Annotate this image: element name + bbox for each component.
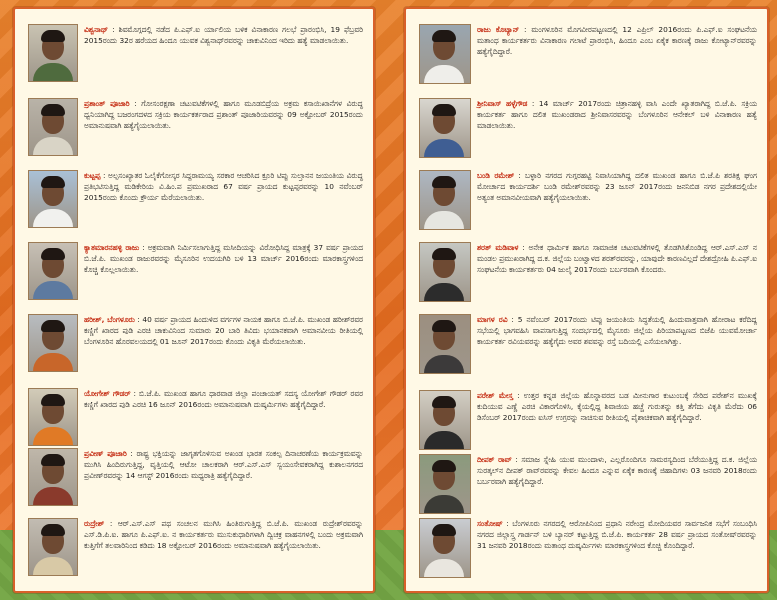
portrait-photo [28,448,78,506]
victim-name: ಶರತ್ ಮಡಿವಾಳ [477,243,519,252]
entry-text: ಸಂತೋಷ್ : ಬೆಂಗಳೂರು ನಗರದಲ್ಲಿ ಆರೋಪಿನಿಂದ ಪ್ರಧಾನಿ ನರೇಂದ್ರ ಮೋದಿಯವರ ಸಾರ್ವಜನಿಕ ಸಭೆಗೆ ಸಂಬಂಧಿಸಿ ನಗರದ ಜಿಲ್ಲಾಸ್ತ್ರ ಗಾರ್ಡನ್ ಬಳಿ ಬ್ಯಾನರ್ ಕಟ್ಟುತ್ತಿದ್ದ ಬಿ.ಜೆ.ಪಿ. ಕಾರ್ಯಕರ್ತ 28 ವರ್ಷ ಪ್ರಾಯದ ಸಂತೋಷ್‌ರವರನ್ನು 31 ಜನವರಿ 2018ರಂದು ಮತಾಂಧ ದುಷ್ಕರ್ಮಿಗಳು ಮಾರಕಾಸ್ತ್ರಗಳಿಂದ ಕೊಚ್ಚಿ ಕೊಂದಿದ್ದಾರೆ. [477,519,757,550]
victim-description: ಬಿ.ಜೆ.ಪಿ. ಮುಖಂಡ ಹಾಗೂ ಧಾರವಾಡ ಜಿಲ್ಲಾ ಪಂಚಾಯತ್ ಸದಸ್ಯ ಯೋಗೇಶ್ ಗೌಡರ್ ರವರ ಕಣ್ಣಿಗೆ ಖಾರದ ಪುಡಿ ಎರಚಿ 16 ಜೂನ್ 2016ರಂದು ಅಮಾನುಷವಾಗಿ ದುಷ್ಕರ್ಮಿಗಳು ಹತ್ಯೆಗೈದಿದ್ದಾರೆ. [84,389,363,409]
victim-name: ಸಂತೋಷ್ [477,519,503,528]
victim-entry [28,24,363,82]
victim-description: 14 ಮಾರ್ಚ್ 2017ರಂದು ಚಿತ್ರಾನಹಳ್ಳಿ ವಾಸಿ ಎಂದೇ ಖ್ಯಾತರಾಗಿದ್ದ ಬಿ.ಜೆ.ಪಿ. ಸಕ್ರಿಯ ಕಾರ್ಯಕರ್ತ ಹಾಗೂ ದಲಿತ ಮುಖಂಡರಾದ ಶ್ರೀನಿವಾಸರವರನ್ನು ಬೆಂಗಳೂರಿನ ಆನೇಕಲ್ ಬಳಿ ವಿನಾಕಾರಣ ಹತ್ಯೆ ಮಾಡಲಾಯಿತು. [477,99,757,130]
victim-description: ಶಿವಮೊಗ್ಗದಲ್ಲಿ ನಡೆದ ಪಿ.ಎಫ್.ಐ ರ್ಯಾಲಿಯ ಬಳಿಕ ವಿನಾಕಾರಣ ಗಲಭೆ ಪ್ರಾರಂಭಿಸಿ, 19 ಫೆಬ್ರವರಿ 2015ರಂದು 32ರ ಹರೆಯದ ಹಿಂದೂ ಯುವಕ ವಿಶ್ವನಾಥ್‌ರವರನ್ನು ಚಾಕುವಿನಿಂದ ಇರಿದು ಹತ್ಯೆ ಮಾಡಲಾಯಿತು. [84,25,363,45]
victim-description: ಉತ್ತರ ಕನ್ನಡ ಜಿಲ್ಲೆಯ ಹೊನ್ನಾವರದ ಬಡ ಮೀನುಗಾರ ಕುಟುಂಬಕ್ಕೆ ಸೇರಿದ ಪರೇಶ್‌ನ ಮುಖಕ್ಕೆ ಕುದಿಯುವ ಎಣ್ಣೆ ಎರಚಿ ವಿಕಾರಗೊಳಿಸಿ, ಕೈಯಲ್ಲಿದ್ದ ಶಿವಾಜಿಯ ಹಚ್ಚೆ ಗುರುತನ್ನು ಕತ್ತಿ ತೆಗೆದು ವಿಕೃತಿ ಮೆರೆದು 06 ಡಿಸೆಂಬರ್ 2017ರಂದು ಐಸಿಸ್ ಉಗ್ರರನ್ನು ನಾಚಿಸುವ ರೀತಿಯಲ್ಲಿ ಪೈಶಾಚಿಕವಾಗಿ ಹತ್ಯೆಗೈದಿದ್ದಾರೆ. [477,391,757,422]
victim-entry [419,242,757,302]
victim-name: ಶ್ರೀನಿವಾಸ್ ಹಳ್ಳೆಗೌಡ [477,99,528,108]
portrait-photo [419,518,471,578]
portrait-photo [28,24,78,82]
portrait-photo [419,170,471,230]
victim-name: ರುದ್ರೇಶ್ [84,519,105,528]
victim-entry [28,242,363,300]
portrait-photo [28,314,78,372]
portrait-photo [419,98,471,158]
victim-entry [28,448,363,506]
portrait-photo [419,242,471,302]
victim-entry [28,388,363,446]
victim-description: ಅನೇಕ ಧಾರ್ಮಿಕ ಹಾಗೂ ಸಾಮಾಜಿಕ ಚಟುವಟಿಕೆಗಳಲ್ಲಿ ತೊಡಗಿಸಿಕೊಂಡಿದ್ದ ಆರ್.ಎಸ್.ಎಸ್ ನ ಮಂಡಲ ಪ್ರಮುಖರಾಗಿದ್ದ ದ.ಕ. ಜಿಲ್ಲೆಯ ಬಂಟ್ವಾಳದ ಶರತ್‌ರವರನ್ನು, ಯಾವುದೇ ಕಾರಣವಿಲ್ಲದೆ ದೇಶದ್ರೋಹಿ ಪಿ.ಎಫ್.ಐ ಸಂಘಟನೆಯ ಕಾರ್ಯಕರ್ತರು 04 ಜುಲೈ 2017ರಂದು ಬರ್ಬರವಾಗಿ ಕೊಂದರು. [477,243,757,274]
victim-entry [419,518,757,578]
victim-name: ಪರೇಶ್ ಮೇಸ್ತ [477,391,513,400]
victim-entry [419,170,757,230]
victim-description: ಆರ್.ಎಸ್.ಎಸ್ ಪಥ ಸಂಚಲನ ಮುಗಿಸಿ ಹಿಂತಿರುಗುತ್ತಿದ್ದ ಬಿ.ಜೆ.ಪಿ. ಮುಖಂಡ ರುದ್ರೇಶ್‌ರವರನ್ನು ಎಸ್.ಡಿ.ಪಿ.ಐ. ಹಾಗೂ ಪಿ.ಎಫ್.ಐ. ನ ಕಾರ್ಯಕರ್ತರು ಮುಸುಕುಧಾರಿಗಳಾಗಿ ದ್ವಿಚಕ್ರ ವಾಹನಗಳಲ್ಲಿ ಬಂದು ಅಕ್ರಮವಾಗಿ ಕುತ್ತಿಗೆಗೆ ತಲವಾರಿನಿಂದ ಕಡಿದು 18 ಅಕ್ಟೋಬರ್ 2016ರಂದು ಅಮಾನುಷವಾಗಿ ಹತ್ಯೆಗೈಯಲಾಯಿತು. [84,519,363,550]
victim-description: ಬಳ್ಳಾರಿ ನಗರದ ಗುಗ್ಗರಹಟ್ಟಿ ನಿವಾಸಿಯಾಗಿದ್ದ ದಲಿತ ಮುಖಂಡ ಹಾಗೂ ಬಿ.ಜೆ.ಪಿ ಶರತಿಕ್ಷ ಘಂಗ ಮೋರ್ಚಾದ ಕಾರ್ಯದರ್ಶಿ ಬಂಡಿ ರಮೇಶ್‌ರವರನ್ನು 23 ಜೂನ್ 2017ರಂದು ಜನನಿಬಿಡ ನಗರ ಪ್ರದೇಶದಲ್ಲಿಯೇ ಅತ್ಯಂತ ಅಮಾನವೀಯವಾಗಿ ಹತ್ಯೆಗೈಯಲಾಯಿತು. [477,171,757,202]
victim-description: ಮಂಗಳೂರಿನ ಮೊಗವೀರಪಟ್ಟಣದಲ್ಲಿ 12 ಎಪ್ರಿಲ್ 2016ರಂದು ಪಿ.ಎಫ್.ಐ ಸಂಘಟನೆಯ ಮತಾಂಧ ಕಾರ್ಯಕರ್ತರು ವಿನಾಕಾರಣ ಗಲಾಟೆ ಪ್ರಾರಂಭಿಸಿ, ಹಿಂದೂ ಎಂಬ ಏಕೈಕ ಕಾರಣಕ್ಕೆ ರಾಜು ಕೋಟ್ಯಾನ್‌ರವರನ್ನು ಹತ್ಯೆಗೈದಿದ್ದಾರೆ. [477,25,757,56]
entry-text: ಯೋಗೇಶ್ ಗೌಡರ್ : ಬಿ.ಜೆ.ಪಿ. ಮುಖಂಡ ಹಾಗೂ ಧಾರವಾಡ ಜಿಲ್ಲಾ ಪಂಚಾಯತ್ ಸದಸ್ಯ ಯೋಗೇಶ್ ಗೌಡರ್ ರವರ ಕಣ್ಣಿಗೆ ಖಾರದ ಪುಡಿ ಎರಚಿ 16 ಜೂನ್ 2016ರಂದು ಅಮಾನುಷವಾಗಿ ದುಷ್ಕರ್ಮಿಗಳು ಹತ್ಯೆಗೈದಿದ್ದಾರೆ. [84,389,363,409]
victim-name: ಪ್ರವೀಣ್ ಪೂಜಾರಿ [84,449,127,458]
entry-text: ದೀಪಕ್ ರಾವ್ : ಸಮಾಜ ಸ್ನೇಹಿ ಯುವ ಮುಂದಾಳು, ಎಲ್ಲರೊಂದಿಗೂ ಸಾಮರಸ್ಯದಿಂದ ಬೆರೆಯುತ್ತಿದ್ದ ದ.ಕ. ಜಿಲ್ಲೆಯ ಸುರತ್ಕಲ್‌ನ ದೀಪಕ್ ರಾವ್‌ರವರನ್ನು ಕೇವಲ ಹಿಂದೂ ಎನ್ನುವ ಏಕೈಕ ಕಾರಣಕ್ಕೆ ಜಿಹಾದಿಗಳು 03 ಜನವರಿ 2018ರಂದು ಬರ್ಬರವಾಗಿ ಹತ್ಯೆಗೈದಿದ್ದಾರೆ. [477,455,757,486]
entry-text: ಬಂಡಿ ರಮೇಶ್ : ಬಳ್ಳಾರಿ ನಗರದ ಗುಗ್ಗರಹಟ್ಟಿ ನಿವಾಸಿಯಾಗಿದ್ದ ದಲಿತ ಮುಖಂಡ ಹಾಗೂ ಬಿ.ಜೆ.ಪಿ ಶರತಿಕ್ಷ ಘಂಗ ಮೋರ್ಚಾದ ಕಾರ್ಯದರ್ಶಿ ಬಂಡಿ ರಮೇಶ್‌ರವರನ್ನು 23 ಜೂನ್ 2017ರಂದು ಜನನಿಬಿಡ ನಗರ ಪ್ರದೇಶದಲ್ಲಿಯೇ ಅತ್ಯಂತ ಅಮಾನವೀಯವಾಗಿ ಹತ್ಯೆಗೈಯಲಾಯಿತು. [477,171,757,202]
portrait-photo [419,390,471,450]
victim-description: ಸಮಾಜ ಸ್ನೇಹಿ ಯುವ ಮುಂದಾಳು, ಎಲ್ಲರೊಂದಿಗೂ ಸಾಮರಸ್ಯದಿಂದ ಬೆರೆಯುತ್ತಿದ್ದ ದ.ಕ. ಜಿಲ್ಲೆಯ ಸುರತ್ಕಲ್‌ನ ದೀಪಕ್ ರಾವ್‌ರವರನ್ನು ಕೇವಲ ಹಿಂದೂ ಎನ್ನುವ ಏಕೈಕ ಕಾರಣಕ್ಕೆ ಜಿಹಾದಿಗಳು 03 ಜನವರಿ 2018ರಂದು ಬರ್ಬರವಾಗಿ ಹತ್ಯೆಗೈದಿದ್ದಾರೆ. [477,455,757,486]
victim-entry [419,98,757,158]
victim-name: ಬಂಡಿ ರಮೇಶ್ [477,171,515,180]
portrait-photo [28,388,78,446]
entry-text: ವಿಶ್ವನಾಥ್ : ಶಿವಮೊಗ್ಗದಲ್ಲಿ ನಡೆದ ಪಿ.ಎಫ್.ಐ ರ್ಯಾಲಿಯ ಬಳಿಕ ವಿನಾಕಾರಣ ಗಲಭೆ ಪ್ರಾರಂಭಿಸಿ, 19 ಫೆಬ್ರವರಿ 2015ರಂದು 32ರ ಹರೆಯದ ಹಿಂದೂ ಯುವಕ ವಿಶ್ವನಾಥ್‌ರವರನ್ನು ಚಾಕುವಿನಿಂದ ಇರಿದು ಹತ್ಯೆ ಮಾಡಲಾಯಿತು. [84,25,363,45]
victim-entry [28,314,363,372]
portrait-photo [419,454,471,514]
victim-name: ಯೋಗೇಶ್ ಗೌಡರ್ [84,389,131,398]
portrait-photo [28,170,78,228]
victim-entry [419,314,757,374]
victim-name: ಕ್ಯಾತಮಾರನಹಳ್ಳಿ ರಾಜು [84,243,140,252]
right-entry-list [406,18,767,583]
victim-name: ಮಾಗಳ ರವಿ [477,315,508,324]
victim-name: ಕುಟ್ಟಪ್ಪ [84,171,101,180]
entry-text: ರಾಜು ಕೊಟ್ಯಾನ್ : ಮಂಗಳೂರಿನ ಮೊಗವೀರಪಟ್ಟಣದಲ್ಲಿ 12 ಎಪ್ರಿಲ್ 2016ರಂದು ಪಿ.ಎಫ್.ಐ ಸಂಘಟನೆಯ ಮತಾಂಧ ಕಾರ್ಯಕರ್ತರು ವಿನಾಕಾರಣ ಗಲಾಟೆ ಪ್ರಾರಂಭಿಸಿ, ಹಿಂದೂ ಎಂಬ ಏಕೈಕ ಕಾರಣಕ್ಕೆ ರಾಜು ಕೋಟ್ಯಾನ್‌ರವರನ್ನು ಹತ್ಯೆಗೈದಿದ್ದಾರೆ. [477,25,757,56]
entry-text: ಶರತ್ ಮಡಿವಾಳ : ಅನೇಕ ಧಾರ್ಮಿಕ ಹಾಗೂ ಸಾಮಾಜಿಕ ಚಟುವಟಿಕೆಗಳಲ್ಲಿ ತೊಡಗಿಸಿಕೊಂಡಿದ್ದ ಆರ್.ಎಸ್.ಎಸ್ ನ ಮಂಡಲ ಪ್ರಮುಖರಾಗಿದ್ದ ದ.ಕ. ಜಿಲ್ಲೆಯ ಬಂಟ್ವಾಳದ ಶರತ್‌ರವರನ್ನು, ಯಾವುದೇ ಕಾರಣವಿಲ್ಲದೆ ದೇಶದ್ರೋಹಿ ಪಿ.ಎಫ್.ಐ ಸಂಘಟನೆಯ ಕಾರ್ಯಕರ್ತರು 04 ಜುಲೈ 2017ರಂದು ಬರ್ಬರವಾಗಿ ಕೊಂದರು. [477,243,757,274]
victim-name: ಹರೀಶ್, ಬೆಂಗಳೂರು [84,315,135,324]
victim-description: 40 ವರ್ಷ ಪ್ರಾಯದ ಹಿಂದುಳಿದ ವರ್ಗಗಳ ನಾಯಕ ಹಾಗೂ ಬಿ.ಜೆ.ಪಿ. ಮುಖಂಡ ಹರೀಶ್‌ರವರ ಕಣ್ಣಿಗೆ ಖಾರದ ಪುಡಿ ಎರಚಿ ಚಾಕುವಿನಿಂದ ಸುಮಾರು 20 ಬಾರಿ ತಿವಿದು ಭಯಾನಕವಾಗಿ ಅಮಾನವೀಯ ರೀತಿಯಲ್ಲಿ ಬೆಂಗಳೂರಿನ ಹೊರವಲಯದಲ್ಲಿ 01 ಜೂನ್ 2017ರಂದು ಕೊಂದು ವಿಕೃತಿ ಮೆರೆಯಲಾಯಿತು. [84,315,363,346]
entry-text: ಹರೀಶ್, ಬೆಂಗಳೂರು : 40 ವರ್ಷ ಪ್ರಾಯದ ಹಿಂದುಳಿದ ವರ್ಗಗಳ ನಾಯಕ ಹಾಗೂ ಬಿ.ಜೆ.ಪಿ. ಮುಖಂಡ ಹರೀಶ್‌ರವರ ಕಣ್ಣಿಗೆ ಖಾರದ ಪುಡಿ ಎರಚಿ ಚಾಕುವಿನಿಂದ ಸುಮಾರು 20 ಬಾರಿ ತಿವಿದು ಭಯಾನಕವಾಗಿ ಅಮಾನವೀಯ ರೀತಿಯಲ್ಲಿ ಬೆಂಗಳೂರಿನ ಹೊರವಲಯದಲ್ಲಿ 01 ಜೂನ್ 2017ರಂದು ಕೊಂದು ವಿಕೃತಿ ಮೆರೆಯಲಾಯಿತು. [84,315,363,346]
victim-description: ಗೋಸಂರಕ್ಷಣಾ ಚಟುವಟಿಕೆಗಳಲ್ಲಿ ಹಾಗೂ ಮೂಡಬಿದ್ರೆಯ ಅಕ್ರಮ ಕಸಾಯಿಖಾನೆಗಳ ವಿರುದ್ಧ ಧ್ವನಿಯಾಗಿದ್ದ ಬಜರಂಗದಳದ ಸಕ್ರಿಯ ಕಾರ್ಯಕರ್ತರಾದ ಪ್ರಶಾಂತ್ ಪೂಜಾರಿಯವರನ್ನು 09 ಅಕ್ಟೋಬರ್ 2015ರಂದು ಅಮಾನುಷವಾಗಿ ಹತ್ಯೆಗೈಯಲಾಯಿತು. [84,99,363,130]
victim-entry [419,454,757,514]
victim-name: ವಿಶ್ವನಾಥ್ [84,25,109,34]
victim-description: ರಾಷ್ಟ್ರ ಭಕ್ತಿಯನ್ನು ಜಾಗೃತಗೊಳಿಸುವ ಅಖಂಡ ಭಾರತ ಸಂಕಲ್ಪ ದಿನಾಚರಣೆಯ ಕಾರ್ಯಕ್ರಮವನ್ನು ಮುಗಿಸಿ ಹಿಂದಿರುಗುತ್ತಿದ್ದ, ವೃತ್ತಿಯಲ್ಲಿ ಆಟೋ ಚಾಲಕರಾಗಿ ಆರ್.ಎಸ್.ಎಸ್ ಸ್ವಯಂಸೇವಕರಾಗಿದ್ದ ಕುಶಾಲನಗರದ ಪ್ರವೀಣ್‌ರವರನ್ನು 14 ಆಗಸ್ಟ್ 2016ರಂದು ಮಧ್ಯರಾತ್ರಿ ಹತ್ಯೆಗೈದಿದ್ದಾರೆ. [84,449,363,480]
victim-entry [28,170,363,228]
entry-text: ಪರೇಶ್ ಮೇಸ್ತ : ಉತ್ತರ ಕನ್ನಡ ಜಿಲ್ಲೆಯ ಹೊನ್ನಾವರದ ಬಡ ಮೀನುಗಾರ ಕುಟುಂಬಕ್ಕೆ ಸೇರಿದ ಪರೇಶ್‌ನ ಮುಖಕ್ಕೆ ಕುದಿಯುವ ಎಣ್ಣೆ ಎರಚಿ ವಿಕಾರಗೊಳಿಸಿ, ಕೈಯಲ್ಲಿದ್ದ ಶಿವಾಜಿಯ ಹಚ್ಚೆ ಗುರುತನ್ನು ಕತ್ತಿ ತೆಗೆದು ವಿಕೃತಿ ಮೆರೆದು 06 ಡಿಸೆಂಬರ್ 2017ರಂದು ಐಸಿಸ್ ಉಗ್ರರನ್ನು ನಾಚಿಸುವ ರೀತಿಯಲ್ಲಿ ಪೈಶಾಚಿಕವಾಗಿ ಹತ್ಯೆಗೈದಿದ್ದಾರೆ. [477,391,757,422]
victim-description: ಅಕ್ರಮವಾಗಿ ನಿರ್ಮಿಸಲಾಗುತ್ತಿದ್ದ ಮಸೀದಿಯನ್ನು ವಿರೋಧಿಸಿದ್ದ ಮಾತ್ರಕ್ಕೆ 37 ವರ್ಷ ಪ್ರಾಯದ ಬಿ.ಜೆ.ಪಿ. ಮುಖಂಡ ರಾಜುರವರನ್ನು ಮೈಸೂರಿನ ಉದಯಗಿರಿ ಬಳಿ 13 ಮಾರ್ಚ್ 2016ರಂದು ಮಾರಕಾಸ್ತ್ರಗಳಿಂದ ಕೊಚ್ಚಿ ಕೊಲ್ಲಲಾಯಿತು. [84,243,363,274]
victim-description: ಅಲ್ಪಸಂಖ್ಯಾತರ ಓಲೈಕೆಗೋಸ್ಕರ ಸಿದ್ದರಾಮಯ್ಯ ಸರಕಾರ ಆಚರಿಸಿದ ಕ್ರೂರಿ ಟಿಪ್ಪು ಸುಲ್ತಾನನ ಜಯಂತಿಯ ವಿರುದ್ಧ ಪ್ರತಿಭಟಿಸುತ್ತಿದ್ದ ಮಡಿಕೇರಿಯ ವಿ.ಹಿಂ.ಪ ಪ್ರಮುಖರಾದ 67 ವರ್ಷ ಪ್ರಾಯದ ಕುಟ್ಟಪ್ಪರವರನ್ನು 10 ನವೆಂಬರ್ 2015ರಂದು ಕೊಂದು ಕ್ರೌರ್ಯ ಮೆರೆಯಲಾಯಿತು. [84,171,363,202]
portrait-photo [28,242,78,300]
victim-entry [419,24,757,84]
entry-text: ಕುಟ್ಟಪ್ಪ : ಅಲ್ಪಸಂಖ್ಯಾತರ ಓಲೈಕೆಗೋಸ್ಕರ ಸಿದ್ದರಾಮಯ್ಯ ಸರಕಾರ ಆಚರಿಸಿದ ಕ್ರೂರಿ ಟಿಪ್ಪು ಸುಲ್ತಾನನ ಜಯಂತಿಯ ವಿರುದ್ಧ ಪ್ರತಿಭಟಿಸುತ್ತಿದ್ದ ಮಡಿಕೇರಿಯ ವಿ.ಹಿಂ.ಪ ಪ್ರಮುಖರಾದ 67 ವರ್ಷ ಪ್ರಾಯದ ಕುಟ್ಟಪ್ಪರವರನ್ನು 10 ನವೆಂಬರ್ 2015ರಂದು ಕೊಂದು ಕ್ರೌರ್ಯ ಮೆರೆಯಲಾಯಿತು. [84,171,363,202]
victim-entry [28,98,363,156]
portrait-photo [28,98,78,156]
entry-text: ಶ್ರೀನಿವಾಸ್ ಹಳ್ಳೆಗೌಡ : 14 ಮಾರ್ಚ್ 2017ರಂದು ಚಿತ್ರಾನಹಳ್ಳಿ ವಾಸಿ ಎಂದೇ ಖ್ಯಾತರಾಗಿದ್ದ ಬಿ.ಜೆ.ಪಿ. ಸಕ್ರಿಯ ಕಾರ್ಯಕರ್ತ ಹಾಗೂ ದಲಿತ ಮುಖಂಡರಾದ ಶ್ರೀನಿವಾಸರವರನ್ನು ಬೆಂಗಳೂರಿನ ಆನೇಕಲ್ ಬಳಿ ವಿನಾಕಾರಣ ಹತ್ಯೆ ಮಾಡಲಾಯಿತು. [477,99,757,130]
victim-description: 5 ನವೆಂಬರ್ 2017ರಂದು ಟಿಪ್ಪು ಜಯಂತಿಯ ಸಿದ್ಧತೆಯಲ್ಲಿ ಹಿಂದುವಾತ್ತವಾಗಿ ಹೋರಾಟ ಕರೆದಿದ್ದ ಸಭೆಯಲ್ಲಿ ಭಾಗವಹಿಸಿ ವಾಪಸಾಗುತ್ತಿದ್ದ ಸಂದರ್ಭದಲ್ಲಿ ಮೈಸೂರು ಜಿಲ್ಲೆಯ ಪಿರಿಯಾಪಟ್ಟಣದ ಬಿಜೆಪಿ ಯುವಮೋರ್ಚಾ ಕಾರ್ಯಕರ್ತ ರವಿಯವರನ್ನು ಹತ್ಯೆಗೈದು ಅವರ ಶವವನ್ನು ರಸ್ತೆ ಬದಿಯಲ್ಲಿ ಎಸೆಯಲಾಗಿತ್ತು. [477,315,757,346]
victim-description: ಬೆಂಗಳೂರು ನಗರದಲ್ಲಿ ಆರೋಪಿನಿಂದ ಪ್ರಧಾನಿ ನರೇಂದ್ರ ಮೋದಿಯವರ ಸಾರ್ವಜನಿಕ ಸಭೆಗೆ ಸಂಬಂಧಿಸಿ ನಗರದ ಜಿಲ್ಲಾಸ್ತ್ರ ಗಾರ್ಡನ್ ಬಳಿ ಬ್ಯಾನರ್ ಕಟ್ಟುತ್ತಿದ್ದ ಬಿ.ಜೆ.ಪಿ. ಕಾರ್ಯಕರ್ತ 28 ವರ್ಷ ಪ್ರಾಯದ ಸಂತೋಷ್‌ರವರನ್ನು 31 ಜನವರಿ 2018ರಂದು ಮತಾಂಧ ದುಷ್ಕರ್ಮಿಗಳು ಮಾರಕಾಸ್ತ್ರಗಳಿಂದ ಕೊಚ್ಚಿ ಕೊಂದಿದ್ದಾರೆ. [477,519,757,550]
victim-name: ದೀಪಕ್ ರಾವ್ [477,455,512,464]
portrait-photo [419,24,471,84]
entry-text: ಕ್ಯಾತಮಾರನಹಳ್ಳಿ ರಾಜು : ಅಕ್ರಮವಾಗಿ ನಿರ್ಮಿಸಲಾಗುತ್ತಿದ್ದ ಮಸೀದಿಯನ್ನು ವಿರೋಧಿಸಿದ್ದ ಮಾತ್ರಕ್ಕೆ 37 ವರ್ಷ ಪ್ರಾಯದ ಬಿ.ಜೆ.ಪಿ. ಮುಖಂಡ ರಾಜುರವರನ್ನು ಮೈಸೂರಿನ ಉದಯಗಿರಿ ಬಳಿ 13 ಮಾರ್ಚ್ 2016ರಂದು ಮಾರಕಾಸ್ತ್ರಗಳಿಂದ ಕೊಚ್ಚಿ ಕೊಲ್ಲಲಾಯಿತು. [84,243,363,274]
entry-text: ಪ್ರವೀಣ್ ಪೂಜಾರಿ : ರಾಷ್ಟ್ರ ಭಕ್ತಿಯನ್ನು ಜಾಗೃತಗೊಳಿಸುವ ಅಖಂಡ ಭಾರತ ಸಂಕಲ್ಪ ದಿನಾಚರಣೆಯ ಕಾರ್ಯಕ್ರಮವನ್ನು ಮುಗಿಸಿ ಹಿಂದಿರುಗುತ್ತಿದ್ದ, ವೃತ್ತಿಯಲ್ಲಿ ಆಟೋ ಚಾಲಕರಾಗಿ ಆರ್.ಎಸ್.ಎಸ್ ಸ್ವಯಂಸೇವಕರಾಗಿದ್ದ ಕುಶಾಲನಗರದ ಪ್ರವೀಣ್‌ರವರನ್ನು 14 ಆಗಸ್ಟ್ 2016ರಂದು ಮಧ್ಯರಾತ್ರಿ ಹತ್ಯೆಗೈದಿದ್ದಾರೆ. [84,449,363,480]
victim-entry [28,518,363,576]
entry-text: ಪ್ರಶಾಂತ್ ಪೂಜಾರಿ : ಗೋಸಂರಕ್ಷಣಾ ಚಟುವಟಿಕೆಗಳಲ್ಲಿ ಹಾಗೂ ಮೂಡಬಿದ್ರೆಯ ಅಕ್ರಮ ಕಸಾಯಿಖಾನೆಗಳ ವಿರುದ್ಧ ಧ್ವನಿಯಾಗಿದ್ದ ಬಜರಂಗದಳದ ಸಕ್ರಿಯ ಕಾರ್ಯಕರ್ತರಾದ ಪ್ರಶಾಂತ್ ಪೂಜಾರಿಯವರನ್ನು 09 ಅಕ್ಟೋಬರ್ 2015ರಂದು ಅಮಾನುಷವಾಗಿ ಹತ್ಯೆಗೈಯಲಾಯಿತು. [84,99,363,130]
victim-name: ಪ್ರಶಾಂತ್ ಪೂಜಾರಿ [84,99,130,108]
left-panel [13,7,375,593]
portrait-photo [419,314,471,374]
right-panel [404,7,769,593]
portrait-photo [28,518,78,576]
left-entry-list [15,18,373,583]
victim-name: ರಾಜು ಕೊಟ್ಯಾನ್ [477,25,520,34]
entry-text: ರುದ್ರೇಶ್ : ಆರ್.ಎಸ್.ಎಸ್ ಪಥ ಸಂಚಲನ ಮುಗಿಸಿ ಹಿಂತಿರುಗುತ್ತಿದ್ದ ಬಿ.ಜೆ.ಪಿ. ಮುಖಂಡ ರುದ್ರೇಶ್‌ರವರನ್ನು ಎಸ್.ಡಿ.ಪಿ.ಐ. ಹಾಗೂ ಪಿ.ಎಫ್.ಐ. ನ ಕಾರ್ಯಕರ್ತರು ಮುಸುಕುಧಾರಿಗಳಾಗಿ ದ್ವಿಚಕ್ರ ವಾಹನಗಳಲ್ಲಿ ಬಂದು ಅಕ್ರಮವಾಗಿ ಕುತ್ತಿಗೆಗೆ ತಲವಾರಿನಿಂದ ಕಡಿದು 18 ಅಕ್ಟೋಬರ್ 2016ರಂದು ಅಮಾನುಷವಾಗಿ ಹತ್ಯೆಗೈಯಲಾಯಿತು. [84,519,363,550]
entry-text: ಮಾಗಳ ರವಿ : 5 ನವೆಂಬರ್ 2017ರಂದು ಟಿಪ್ಪು ಜಯಂತಿಯ ಸಿದ್ಧತೆಯಲ್ಲಿ ಹಿಂದುವಾತ್ತವಾಗಿ ಹೋರಾಟ ಕರೆದಿದ್ದ ಸಭೆಯಲ್ಲಿ ಭಾಗವಹಿಸಿ ವಾಪಸಾಗುತ್ತಿದ್ದ ಸಂದರ್ಭದಲ್ಲಿ ಮೈಸೂರು ಜಿಲ್ಲೆಯ ಪಿರಿಯಾಪಟ್ಟಣದ ಬಿಜೆಪಿ ಯುವಮೋರ್ಚಾ ಕಾರ್ಯಕರ್ತ ರವಿಯವರನ್ನು ಹತ್ಯೆಗೈದು ಅವರ ಶವವನ್ನು ರಸ್ತೆ ಬದಿಯಲ್ಲಿ ಎಸೆಯಲಾಗಿತ್ತು. [477,315,757,346]
victim-entry [419,390,757,450]
